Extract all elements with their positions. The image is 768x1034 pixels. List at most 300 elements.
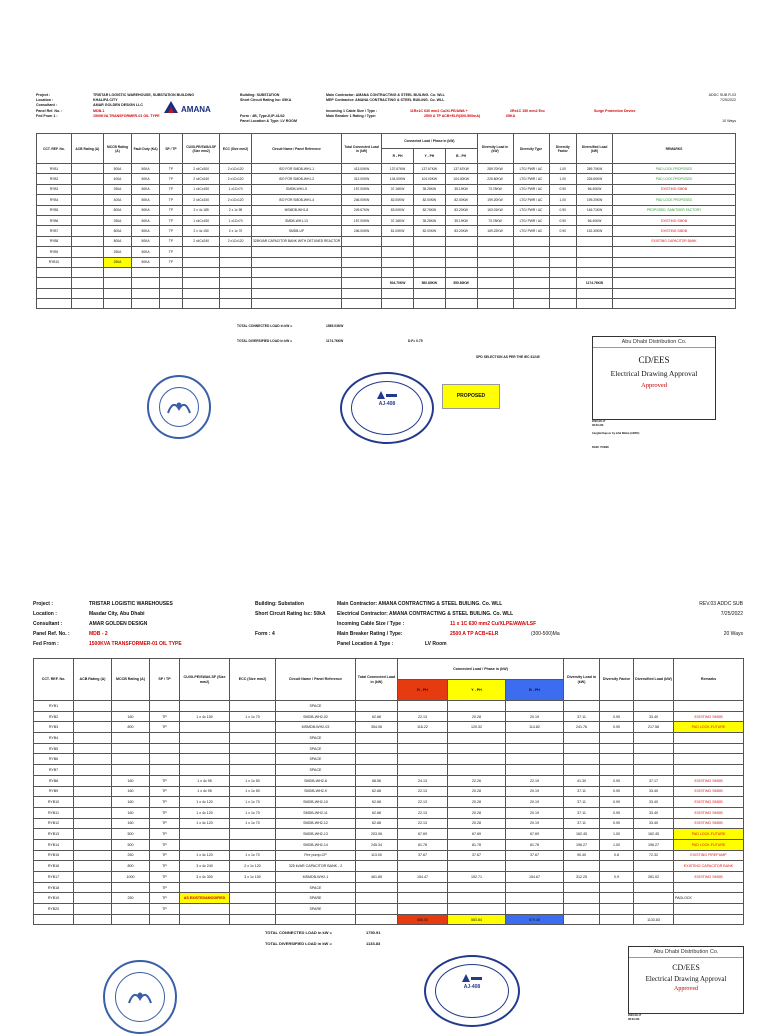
sheet1-total-connected-value: 1565.03KW xyxy=(326,324,344,328)
table-cell: 199.20KW xyxy=(477,195,513,205)
ways: 10 Ways xyxy=(722,119,736,123)
table-cell: SMDB-WH2-12 xyxy=(276,818,356,829)
table-cell: 2 x4Cx240 xyxy=(183,236,220,246)
table-row xyxy=(37,195,736,205)
table-cell xyxy=(613,299,736,309)
table-cell xyxy=(564,743,600,754)
table-cell: 559.80KW xyxy=(445,278,477,288)
table-cell xyxy=(230,743,276,754)
table-cell: 1 x 4c 95 xyxy=(180,775,230,786)
table-cell: 68.56 xyxy=(356,775,398,786)
table-cell xyxy=(276,914,356,925)
table-cell xyxy=(356,904,398,915)
table-cell: 583.84 xyxy=(448,914,506,925)
table-cell xyxy=(577,299,613,309)
amana-stamp-logo-icon xyxy=(376,391,398,399)
table-cell xyxy=(74,775,112,786)
table-row xyxy=(34,701,744,712)
table-cell xyxy=(634,743,674,754)
table-cell xyxy=(74,733,112,744)
t1-col-header: Total Connected Load in (kW) xyxy=(341,134,381,164)
table-cell: LTG/ PWR / AC xyxy=(513,226,549,236)
table-cell: EXISTING SMDB xyxy=(674,711,744,722)
table-cell: 22.13 xyxy=(398,797,448,808)
table-row xyxy=(34,872,744,883)
table-cell xyxy=(413,247,445,257)
table-cell xyxy=(112,754,150,765)
table-cell: RYB11 xyxy=(34,807,74,818)
table-cell: 2 x 1c 70 xyxy=(220,226,252,236)
project-label: Project : xyxy=(36,93,51,97)
table-cell: 50KA xyxy=(132,226,160,236)
table-cell: 50KA xyxy=(132,205,160,215)
table-cell: RYB10 xyxy=(34,797,74,808)
form: Form : 4B, Type-II,IP-41/42 xyxy=(240,113,285,118)
table-cell: 800A xyxy=(103,226,132,236)
table-cell: 20.28 xyxy=(448,797,506,808)
table-cell xyxy=(674,914,744,925)
table-cell xyxy=(341,299,381,309)
table-cell: RYB5 xyxy=(34,743,74,754)
table-cell: 1 x 1c 70 xyxy=(230,797,276,808)
table-cell: MSMDB-WH2-1 xyxy=(276,872,356,883)
table-cell xyxy=(674,765,744,776)
sheet2-total-connected-value: 1750.91 xyxy=(366,930,381,935)
table-cell: RYB2 xyxy=(37,174,72,184)
table-row xyxy=(34,711,744,722)
table-cell: 37.16KW xyxy=(382,215,414,225)
table-cell xyxy=(549,267,577,277)
table-cell: 152.71 xyxy=(448,872,506,883)
table-cell: 20.19 xyxy=(506,797,564,808)
table-cell: RYB7 xyxy=(34,765,74,776)
table-cell xyxy=(613,247,736,257)
addc-date-2: 2022-08-17 xyxy=(628,1014,642,1017)
table-cell xyxy=(445,267,477,277)
table-cell xyxy=(71,164,103,174)
table-row xyxy=(37,174,736,184)
table-cell: 37.67 xyxy=(506,850,564,861)
table-cell xyxy=(251,267,341,277)
table-cell: 24.13 xyxy=(398,775,448,786)
table-cell xyxy=(513,247,549,257)
table-cell: 2 x1Cx120 xyxy=(220,164,252,174)
table-cell: TP xyxy=(159,215,182,225)
fed-label: Fed From 1 : xyxy=(36,113,58,118)
t2-group-header: Connected Load / Phase in (kW) xyxy=(398,659,564,680)
sheet1-df: D.F= 0.75 xyxy=(408,339,423,343)
table-cell: 1 x 4c 120 xyxy=(180,797,230,808)
table-cell xyxy=(445,299,477,309)
table-cell: 160 xyxy=(112,797,150,808)
table-cell xyxy=(564,861,600,872)
table-cell xyxy=(577,257,613,267)
table-cell xyxy=(477,267,513,277)
table-cell: 162.45 xyxy=(564,829,600,840)
sheet1-total-diversified-value: 1174.76KW xyxy=(326,339,344,343)
panel-value-2: MDB - 2 xyxy=(89,631,108,637)
t1-col-header: ACB Rating (A) xyxy=(71,134,103,164)
table-cell xyxy=(230,839,276,850)
table-row xyxy=(37,184,736,194)
table-cell: 67.69 xyxy=(398,829,448,840)
location-label-2: Location : xyxy=(33,611,57,617)
table-cell xyxy=(183,247,220,257)
addc-date-1: 2022-08-17 xyxy=(592,420,606,423)
project-value-2: TRISTAR LOGISTIC WAREHOUSES xyxy=(89,601,173,607)
t1-col-header: Diversity Factor xyxy=(549,134,577,164)
table-cell xyxy=(150,733,180,744)
table-cell xyxy=(549,278,577,288)
table-cell: 33.40 xyxy=(634,807,674,818)
table-cell xyxy=(600,733,634,744)
table-cell: 20.19 xyxy=(506,807,564,818)
table-cell xyxy=(398,754,448,765)
table-cell xyxy=(477,236,513,246)
consultant-label: Consultant : xyxy=(36,103,57,108)
table-cell xyxy=(674,882,744,893)
t1-col-header: Y - PH xyxy=(413,149,445,164)
table-cell xyxy=(382,299,414,309)
table-cell: 800 xyxy=(112,861,150,872)
table-cell: PAD LOCK-FUTURE xyxy=(674,839,744,850)
table-cell: 0.90 xyxy=(600,711,634,722)
consultant-stamp-1 xyxy=(147,375,211,439)
table-cell xyxy=(180,914,230,925)
ref-2: REV.03 ADDC SUB xyxy=(699,601,743,607)
table-cell: TP xyxy=(159,205,182,215)
table-cell xyxy=(159,278,182,288)
table-cell xyxy=(251,299,341,309)
table-cell: TP xyxy=(150,786,180,797)
table-row xyxy=(34,775,744,786)
table-cell xyxy=(549,236,577,246)
table-cell xyxy=(180,839,230,850)
table-row xyxy=(37,205,736,215)
form-2: Form : 4 xyxy=(255,631,275,637)
fed-label-2: Fed From : xyxy=(33,641,59,647)
table-cell: EXISTING CAPACITOR BANK xyxy=(674,861,744,872)
table-cell: TP xyxy=(159,174,182,184)
table-row xyxy=(37,236,736,246)
table-cell xyxy=(448,743,506,754)
table-cell: 20.19 xyxy=(506,818,564,829)
table-cell: TP xyxy=(150,882,180,893)
table-cell xyxy=(341,247,381,257)
table-cell: TP xyxy=(159,195,182,205)
sheet2-total-diversified-value: 1133.83 xyxy=(366,941,381,946)
incoming-cable-value-2: 2Rx1C 150 mm2 Ecc xyxy=(510,108,545,113)
table-cell: 83.20KW xyxy=(445,205,477,215)
table-cell xyxy=(112,904,150,915)
table-cell xyxy=(564,882,600,893)
table-cell xyxy=(577,288,613,298)
table-cell xyxy=(356,893,398,904)
addc-company: Abu Dhabi Distribution Co. xyxy=(593,337,715,348)
table-cell: 2 x 1c 95 xyxy=(220,205,252,215)
table-cell: 1 x 4c 120 xyxy=(180,850,230,861)
table-cell xyxy=(564,914,600,925)
t2-col-header: CU/XLPE/SWA/LSF (Size mm2) xyxy=(180,659,230,701)
table-cell: 116.22 xyxy=(398,722,448,733)
table-cell: 20.28 xyxy=(448,711,506,722)
table-cell xyxy=(549,288,577,298)
table-cell: 66.40KW xyxy=(577,184,613,194)
elec-contractor-2: Electrical Contractor: AMANA CONTRACTING & STEEL BUILING. Co. WLL xyxy=(337,611,514,617)
table-cell: RYB16 xyxy=(34,861,74,872)
table-cell xyxy=(513,236,549,246)
table-row xyxy=(34,786,744,797)
table-cell: Fire pump-CP xyxy=(276,850,356,861)
table-cell: SPARE xyxy=(276,893,356,904)
table-cell: 500 xyxy=(112,839,150,850)
consultant-value: AMAR GOLDEN DESIGN LLC xyxy=(93,103,143,108)
addc-line3: Approved xyxy=(641,382,667,389)
table-cell: 37.11 xyxy=(564,818,600,829)
table-cell: 20.19 xyxy=(506,786,564,797)
consultant-stamp-2 xyxy=(103,960,177,1034)
table-cell xyxy=(74,807,112,818)
table-row xyxy=(37,299,736,309)
table-cell xyxy=(600,765,634,776)
consultant-label-2: Consultant : xyxy=(33,621,63,627)
table-cell xyxy=(74,786,112,797)
table-cell xyxy=(112,914,150,925)
table-cell xyxy=(71,299,103,309)
panel-schedule-table-2 xyxy=(33,658,744,925)
table-cell: 199.20KW xyxy=(577,195,613,205)
table-cell: RYB4 xyxy=(37,195,72,205)
table-cell xyxy=(448,701,506,712)
table-row xyxy=(34,765,744,776)
table-cell xyxy=(506,754,564,765)
table-cell: 2 x4Cx300 xyxy=(183,164,220,174)
table-cell xyxy=(71,195,103,205)
table-cell: TP xyxy=(150,829,180,840)
table-cell: 160 xyxy=(112,818,150,829)
table-cell xyxy=(230,904,276,915)
table-cell: 66.40KW xyxy=(577,215,613,225)
table-cell xyxy=(549,257,577,267)
table-cell xyxy=(251,247,341,257)
table-cell xyxy=(230,701,276,712)
table-cell: SPACE xyxy=(276,765,356,776)
date: 7/25/2022 xyxy=(720,98,736,103)
table-cell: 1133.83 xyxy=(634,914,674,925)
table-cell: 160 xyxy=(112,786,150,797)
table-cell: 2 x 4c 185 xyxy=(183,205,220,215)
table-cell: SMDB-WH2-14 xyxy=(276,839,356,850)
table-cell xyxy=(506,893,564,904)
table-cell: 400A xyxy=(103,174,132,184)
table-cell: RYB1 xyxy=(37,164,72,174)
table-cell xyxy=(448,904,506,915)
table-cell xyxy=(477,299,513,309)
t2-col-header: Circuit Name / Panel Reference xyxy=(276,659,356,701)
table-cell xyxy=(180,733,230,744)
table-cell: 81.78 xyxy=(506,839,564,850)
table-cell: SMDB-WH2-02 xyxy=(276,711,356,722)
table-cell: 1.00 xyxy=(549,174,577,184)
table-cell xyxy=(183,267,220,277)
table-cell xyxy=(71,278,103,288)
table-cell: SMDB-WH1-5 xyxy=(251,184,341,194)
table-cell: 1 x1Cx70 xyxy=(220,215,252,225)
table-cell: EXISTING SMDB xyxy=(613,215,736,225)
table-cell: 22.19 xyxy=(506,775,564,786)
table-cell xyxy=(506,765,564,776)
table-cell xyxy=(150,914,180,925)
table-cell: RYB7 xyxy=(37,226,72,236)
table-cell xyxy=(382,288,414,298)
consultant-value-2: AMAR GOLDEN DESIGN xyxy=(89,621,148,627)
table-cell xyxy=(577,247,613,257)
fed-value: 1500KVA TRANSFORMER-01 OIL TYPE xyxy=(93,113,160,118)
table-cell: 3 x 4c 240 xyxy=(180,861,230,872)
table-cell xyxy=(37,267,72,277)
table-cell xyxy=(103,278,132,288)
table-row xyxy=(34,807,744,818)
table-row xyxy=(34,839,744,850)
table-cell: 37.11 xyxy=(564,711,600,722)
t1-group-header: Connected Load / Phase in (kW) xyxy=(382,134,477,149)
table-cell: 1 x 4c 120 xyxy=(180,818,230,829)
table-cell: 37.16KW xyxy=(382,184,414,194)
incoming-cable-value: 11Rx1C 630 mm2 Cu/XLPE/AWA + xyxy=(410,108,468,113)
t1-col-header: R - PH xyxy=(382,149,414,164)
table-cell xyxy=(150,754,180,765)
table-cell xyxy=(448,765,506,776)
table-cell: 461.85 xyxy=(356,872,398,883)
table-cell: 146.71KW xyxy=(577,205,613,215)
table-cell xyxy=(513,278,549,288)
table-cell: 1 x 1c 70 xyxy=(230,807,276,818)
table-cell xyxy=(341,257,381,267)
table-cell: LTG/ PWR / AC xyxy=(513,174,549,184)
table-cell: 413.00KW xyxy=(341,164,381,174)
table-cell xyxy=(220,278,252,288)
table-cell: 160 xyxy=(112,711,150,722)
panel-value: MDB-1 xyxy=(93,108,105,113)
table-cell: RYB9 xyxy=(34,786,74,797)
table-cell: RYB8 xyxy=(34,775,74,786)
table-cell: 2 x 1c 120 xyxy=(230,861,276,872)
table-cell: 1 x1Cx70 xyxy=(220,184,252,194)
table-cell: 163.01KW xyxy=(477,205,513,215)
table-cell xyxy=(71,267,103,277)
table-cell: 37.11 xyxy=(564,807,600,818)
table-cell: TP xyxy=(150,797,180,808)
table-cell xyxy=(398,904,448,915)
table-cell xyxy=(220,247,252,257)
table-cell: SPARE xyxy=(276,904,356,915)
t2-header-row xyxy=(34,659,744,680)
table-cell xyxy=(220,288,252,298)
table-cell xyxy=(634,893,674,904)
amana-stamp-2 xyxy=(424,955,520,1027)
table-cell: RYB18 xyxy=(34,882,74,893)
table-cell xyxy=(564,754,600,765)
table-row xyxy=(34,743,744,754)
main-breaker-value: 2500 A TP ACB+ELR(300-500mA) xyxy=(424,113,481,118)
table-cell: 2 x1Cx120 xyxy=(220,195,252,205)
amana-logo-icon xyxy=(162,100,220,114)
table-cell xyxy=(150,701,180,712)
table-cell xyxy=(74,701,112,712)
table-cell: 67.69 xyxy=(506,829,564,840)
table-cell: ISO FOR SMDB-WH1-2 xyxy=(251,174,341,184)
table-cell xyxy=(513,267,549,277)
table-cell: RYB6 xyxy=(34,754,74,765)
table-cell xyxy=(564,893,600,904)
table-cell: PAD LOCK PROPOSED xyxy=(613,174,736,184)
table-cell: 246.00KW xyxy=(341,195,381,205)
table-cell: SPACE xyxy=(276,733,356,744)
table-cell xyxy=(634,701,674,712)
table-cell: TP xyxy=(150,872,180,883)
t2-col-header: ACB Rating (A) xyxy=(74,659,112,701)
t2-col-header: ECC (Size mm2) xyxy=(230,659,276,701)
table-cell: EXISTING SMDB xyxy=(613,184,736,194)
table-row xyxy=(34,882,744,893)
table-cell: 35.28KW xyxy=(413,184,445,194)
table-cell: RYB2 xyxy=(34,711,74,722)
table-cell: ISO FOR SMDB-WH1-4 xyxy=(251,195,341,205)
addc-company-2: Abu Dhabi Distribution Co. xyxy=(629,947,743,958)
table-cell xyxy=(674,701,744,712)
table-cell: 72.32 xyxy=(634,850,674,861)
table-cell xyxy=(159,267,182,277)
table-cell xyxy=(74,872,112,883)
table-cell xyxy=(112,882,150,893)
table-row xyxy=(34,797,744,808)
totals-row xyxy=(37,278,736,288)
table-cell: 33.40 xyxy=(634,818,674,829)
table-cell xyxy=(448,882,506,893)
table-cell: 154.67 xyxy=(506,872,564,883)
table-cell xyxy=(71,247,103,257)
table-cell: 0.8 xyxy=(600,850,634,861)
table-cell: 312.25 xyxy=(564,872,600,883)
table-cell xyxy=(634,861,674,872)
addc-approval-stamp-1 xyxy=(592,336,716,420)
table-cell xyxy=(513,257,549,267)
table-row xyxy=(34,861,744,872)
table-cell: MSMDB-WH1-8 xyxy=(251,205,341,215)
table-cell xyxy=(159,288,182,298)
table-cell: 312.00KW xyxy=(341,174,381,184)
table-cell: TP xyxy=(159,257,182,267)
table-cell xyxy=(577,267,613,277)
table-cell xyxy=(74,882,112,893)
table-cell xyxy=(180,743,230,754)
table-cell xyxy=(251,288,341,298)
table-cell xyxy=(150,743,180,754)
location-label: Location : xyxy=(36,98,54,103)
table-cell: 1.00 xyxy=(549,195,577,205)
table-cell xyxy=(564,733,600,744)
table-cell xyxy=(356,765,398,776)
table-cell: 1 x 1c 70 xyxy=(230,818,276,829)
table-cell xyxy=(600,861,634,872)
table-cell xyxy=(477,278,513,288)
table-row xyxy=(34,733,744,744)
table-cell: 0.90 xyxy=(600,818,634,829)
table-cell xyxy=(180,829,230,840)
table-cell xyxy=(230,765,276,776)
table-cell: 1 x4Cx150 xyxy=(183,215,220,225)
table-cell xyxy=(600,701,634,712)
